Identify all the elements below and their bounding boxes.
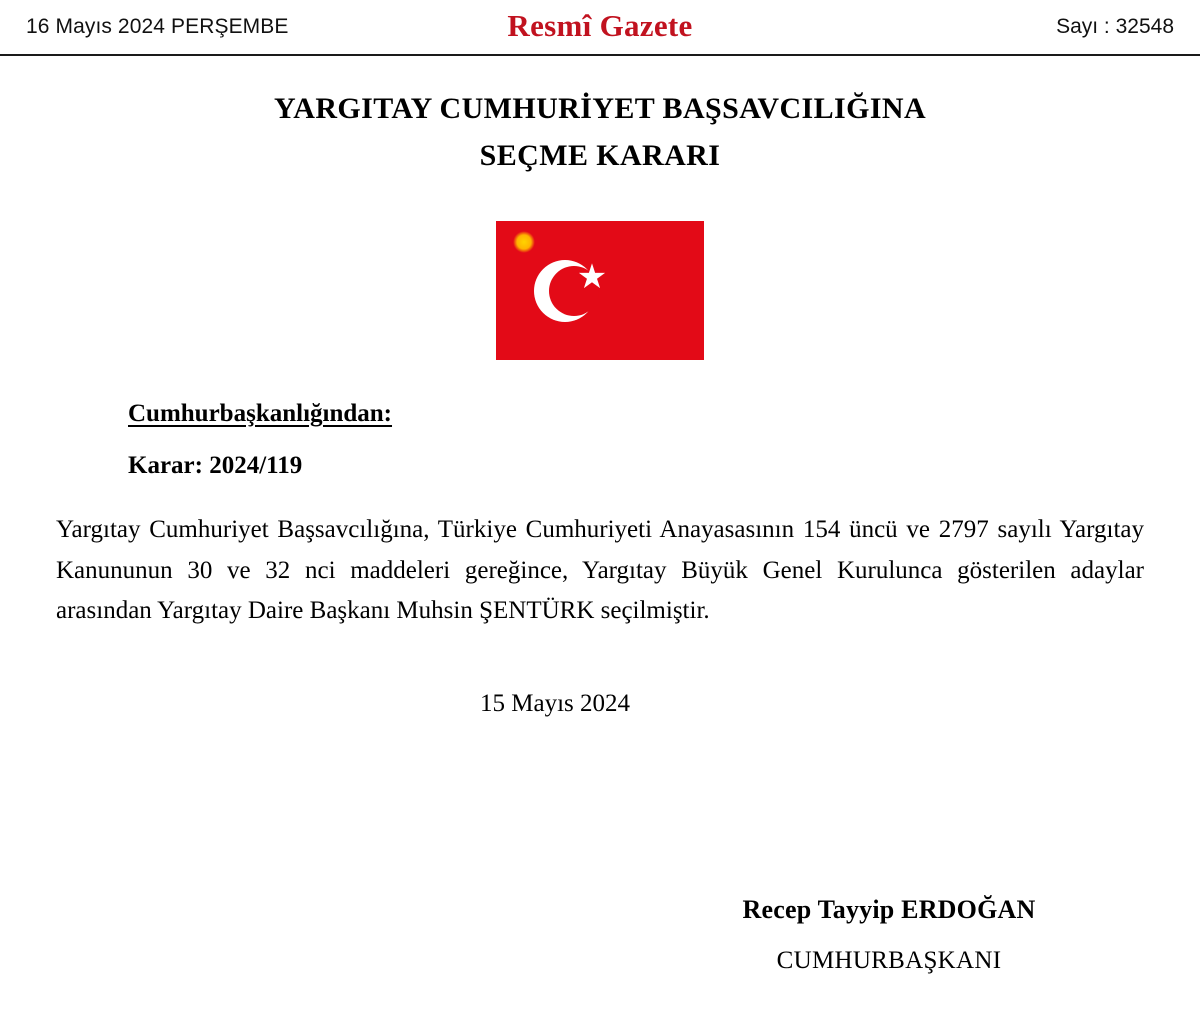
page-title-line-1: YARGITAY CUMHURİYET BAŞSAVCILIĞINA — [273, 92, 927, 125]
decision-text: Yargıtay Cumhuriyet Başsavcılığına, Türkiye Cumhuriyeti Anayasasının 154 üncü ve 2797 sayılı Yargıtay Kanununun 30 ve 32 nci maddeleri gereğince, Yargıtay Büyük Genel Kurulunca gösterilen adaylar arasından Yargıtay Daire Başkanı Muhsin ŞENTÜRK seçilmiştir. — [56, 516, 1144, 624]
masthead-date: 16 Mayıs 2024 PERŞEMBE — [26, 15, 289, 38]
decision-number: Karar: 2024/119 — [128, 452, 303, 479]
turkish-flag-icon — [496, 221, 704, 360]
signatory-title: CUMHURBAŞKANI — [776, 947, 1002, 974]
signature-block — [674, 895, 1104, 975]
document-body — [0, 400, 1200, 718]
masthead — [0, 0, 1200, 56]
gazette-title: Resmî Gazete — [507, 8, 693, 43]
sun-emblem-icon — [513, 231, 535, 253]
masthead-issue-number: Sayı : 32548 — [1056, 15, 1174, 38]
signatory-name: Recep Tayyip ERDOĞAN — [742, 895, 1036, 924]
page-title — [0, 86, 1200, 179]
issuing-authority: Cumhurbaşkanlığından: — [128, 400, 393, 427]
page-title-line-2: SEÇME KARARI — [479, 138, 721, 172]
flag-container — [0, 221, 1200, 360]
decision-date: 15 Mayıs 2024 — [480, 689, 630, 717]
